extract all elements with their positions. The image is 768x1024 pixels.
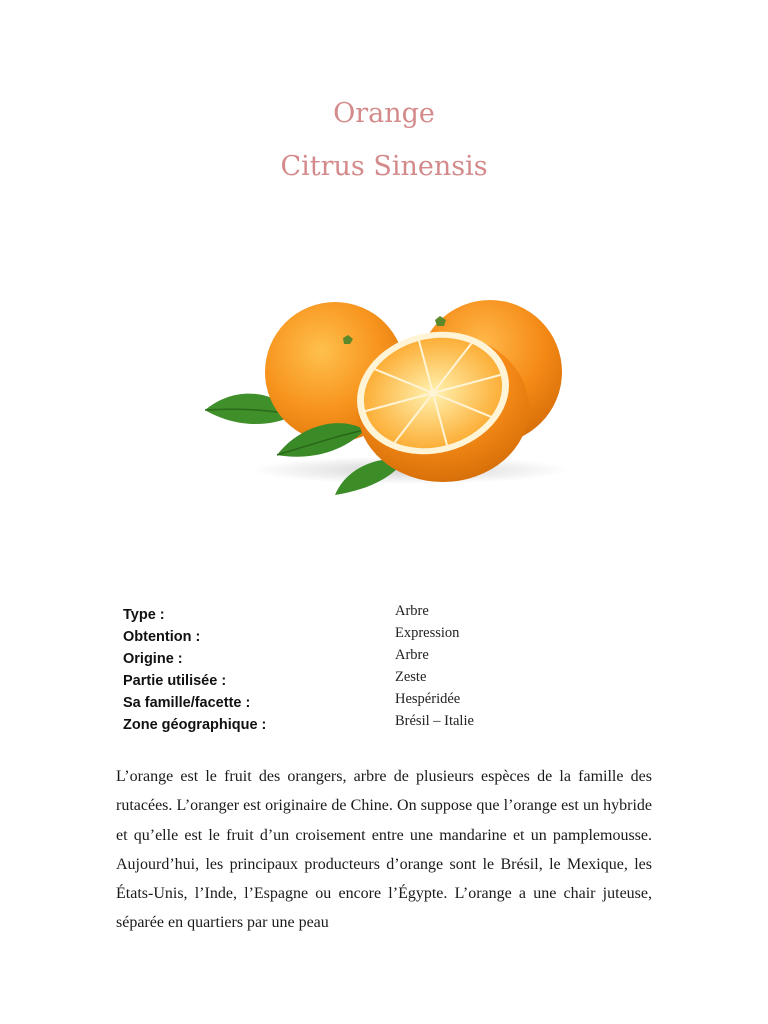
property-value-obtention: Expression — [395, 625, 460, 641]
property-value-famille: Hespéridée — [395, 691, 461, 707]
property-value-type: Arbre — [395, 603, 429, 619]
property-label-type: Type : — [123, 607, 165, 623]
property-label-partie: Partie utilisée : — [123, 673, 227, 689]
properties-values — [395, 600, 474, 732]
property-label-famille: Sa famille/facette : — [123, 695, 251, 711]
page-title: Orange — [333, 98, 435, 129]
page-subtitle: Citrus Sinensis — [280, 151, 488, 182]
property-label-origine: Origine : — [123, 651, 183, 667]
property-label-obtention: Obtention : — [123, 629, 201, 645]
body-paragraph: L’orange est le fruit des orangers, arbre de plusieurs espèces de la famille des rutacées. L’oranger est originaire de Chine. On suppose que l’orange est un hybride et qu’elle est le fruit d’un croisement entre une mandarine et un pamplemousse. Aujourd’hui, les principaux producteurs d’orange sont le Brésil, le Mexique, les États-Unis, l’Inde, l’Espagne ou encore l’Égypte. L’orange a une chair juteuse, séparée en quartiers par une peau — [116, 768, 652, 932]
orange-fruit-illustration — [195, 290, 575, 510]
property-value-origine: Arbre — [395, 647, 429, 663]
property-label-zone: Zone géographique : — [123, 717, 267, 733]
property-value-partie: Zeste — [395, 669, 427, 685]
property-value-zone: Brésil – Italie — [395, 713, 474, 729]
properties-labels — [123, 604, 266, 736]
